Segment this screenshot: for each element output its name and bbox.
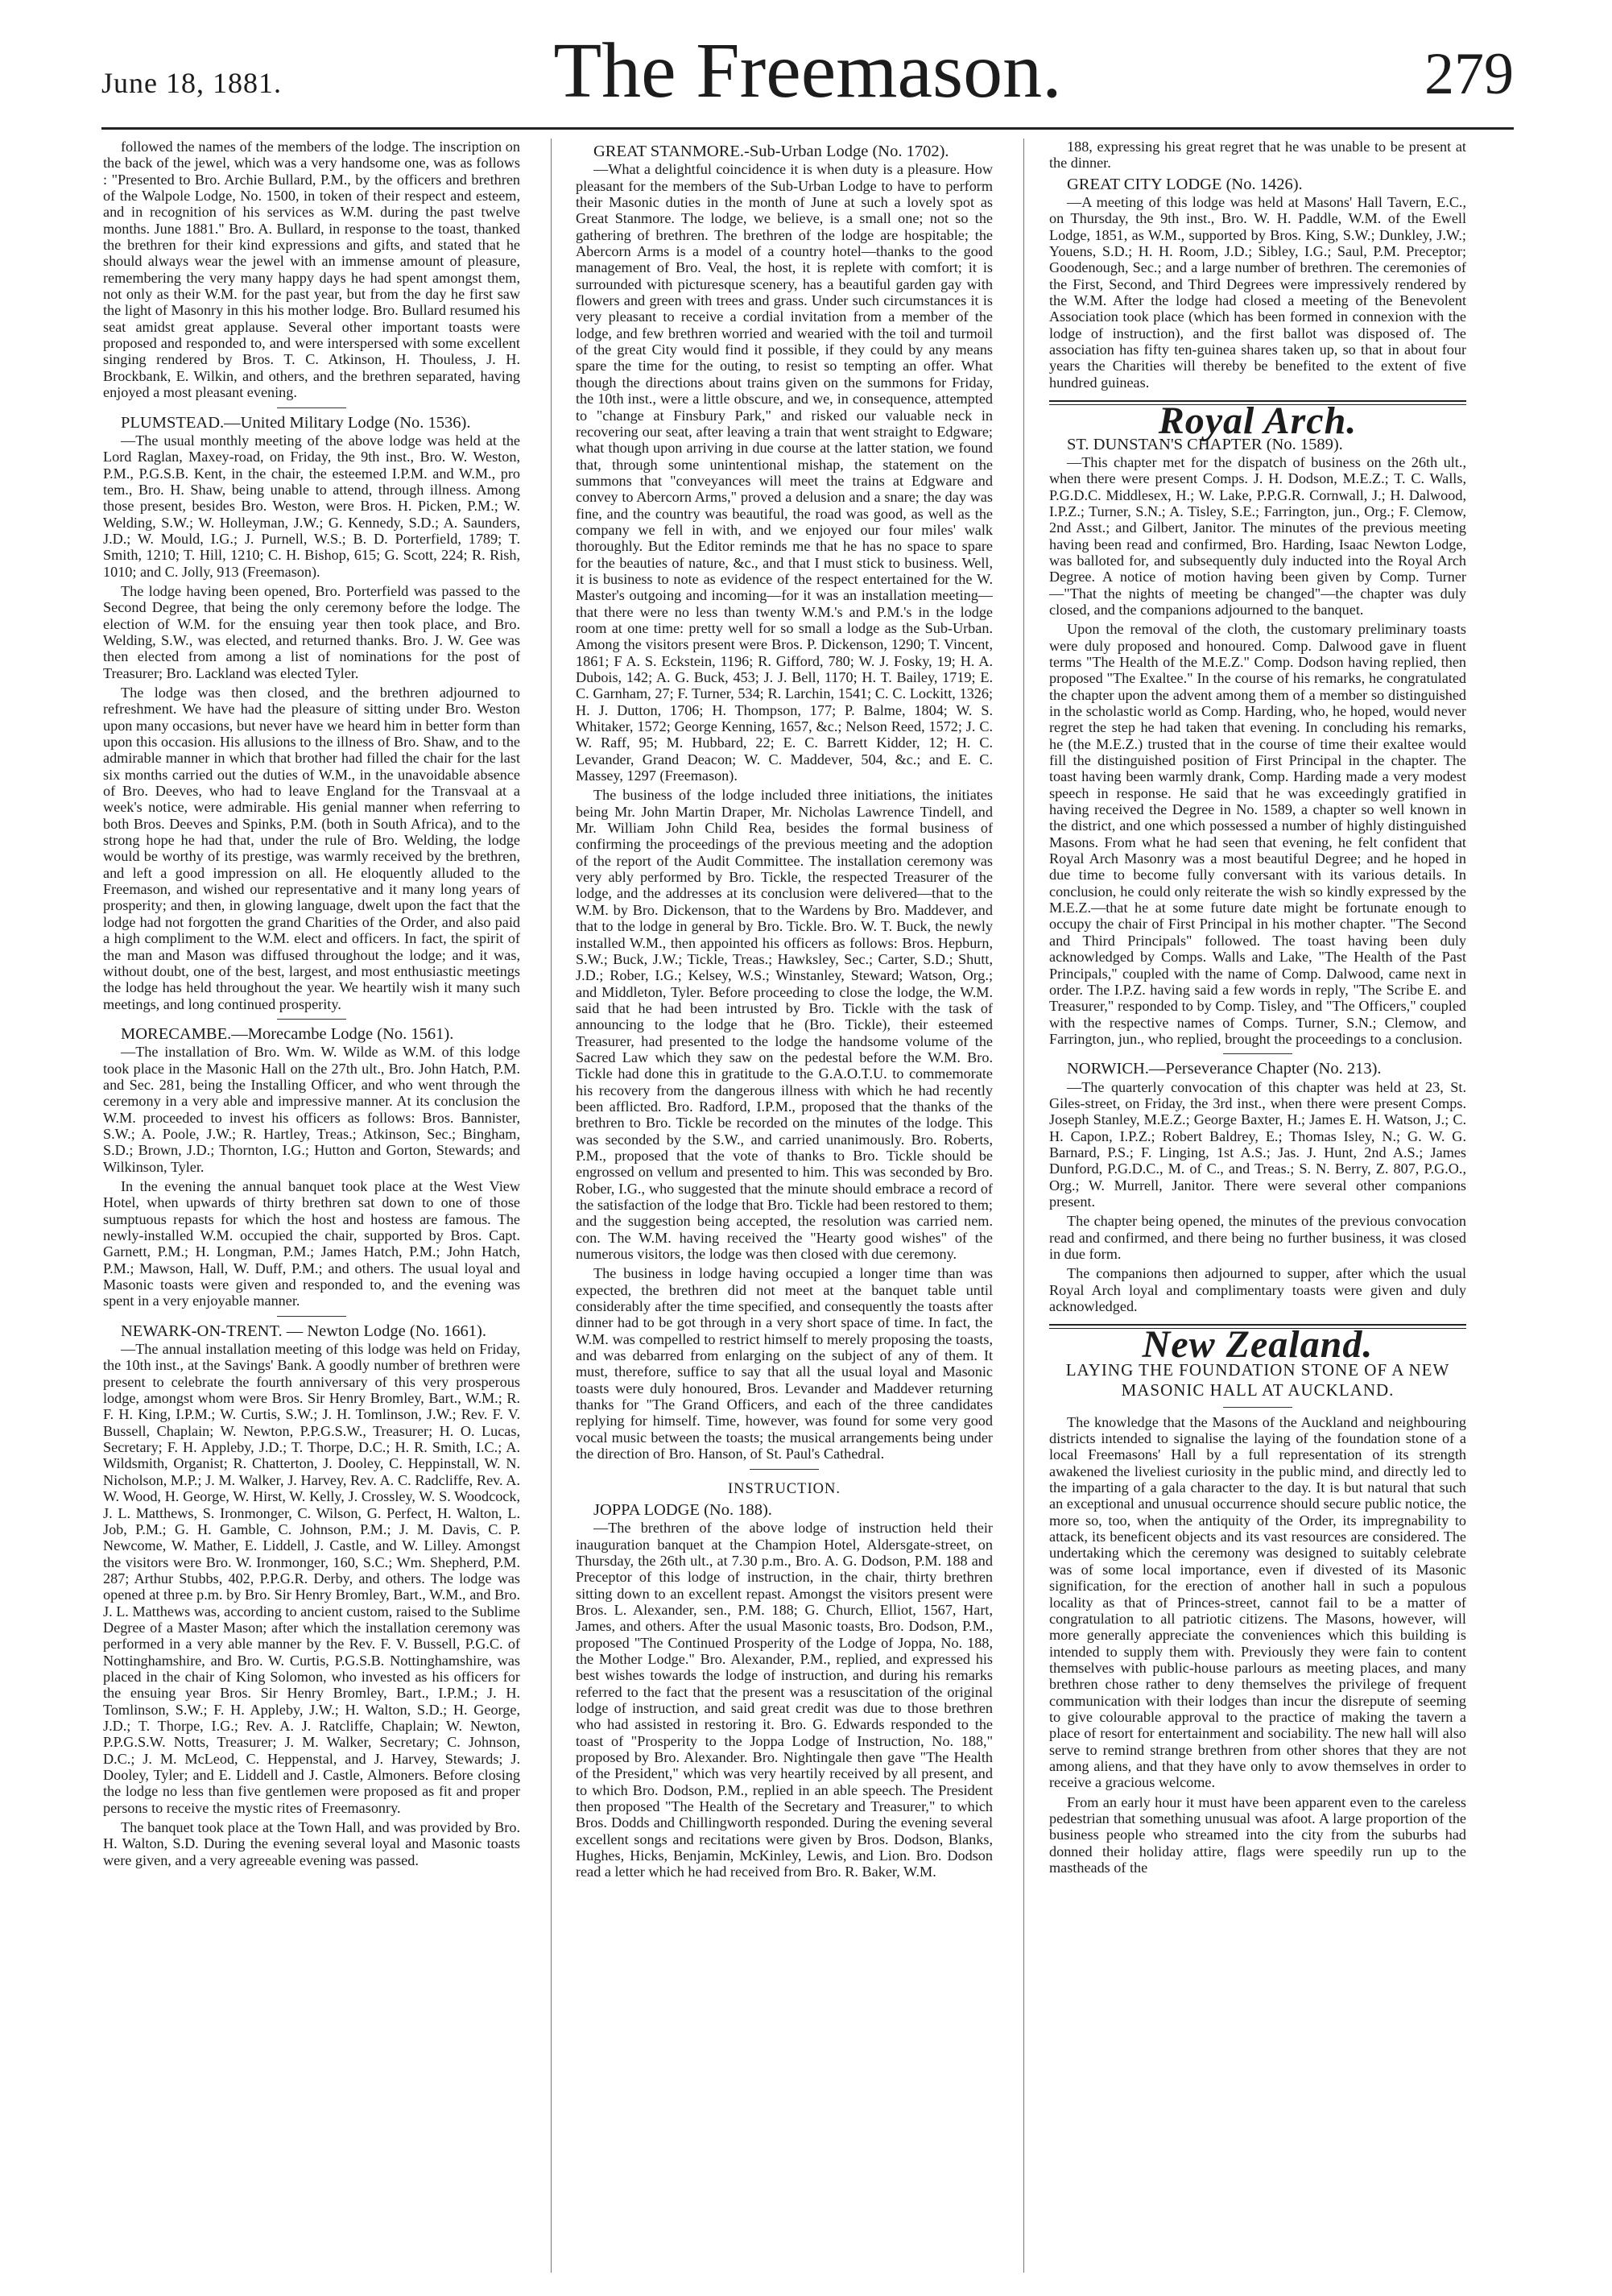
section-heading: NEWARK-ON-TRENT. — Newton Lodge (No. 1661).: [121, 1322, 486, 1340]
paragraph: The companions then adjourned to supper, after which the usual Royal Arch loyal and complimentary toasts were given and duly acknowledged.: [1049, 1265, 1466, 1315]
section-heading: GREAT CITY LODGE (No. 1426).: [1067, 175, 1303, 193]
column-1: [103, 139, 520, 2273]
paragraph: The lodge having been opened, Bro. Porterfield was passed to the Second Degree, that being the only ceremony before the lodge. The election of W.M. for the ensuing year then took place, and Bro. Welding, S.W., was elected, and returned thanks. Bro. J. W. Gee was then elected from among a list of nominations for the post of Treasurer; Bro. Lackland was elected Tyler.: [103, 582, 520, 681]
paragraph: The knowledge that the Masons of the Auckland and neighbouring districts intended to signalise the laying of the foundation stone of a local Freemasons' Hall by a full representation of its strength awakened the liveliest curiosity in the public mind, and directly led to the imparting of a gala character to the day. It is but natural that such an exceptional and unusual occurrence should secure public notice, the more so, too, when the antiquity of the Order, its impregnability to attack, its beneficent objects and its vast resources are considered. The undertaking which the ceremony was designed to suitably celebrate was of some local importance, even if divested of its Masonic signification, for the erection of another hall in such a populous locality as that of Princes-street, cannot fail to be a matter of congratulation to all patriotic citizens. The Masons, however, will more generally appreciate the conveniences which this building is intended to supply them with. Previously they were fain to content themselves with public-house parlours as meeting places, and many brethren chose rather to deny themselves the privilege of frequent communication with their lodges than incur the disrepute of seeming to give colourable approval to the practice of making the tavern a place of resort for entertainment and sociability. The new hall will also serve to remind strange brethren from other shores that they are not among aliens, and that they have only to avow themselves in order to receive a gracious welcome.: [1049, 1413, 1466, 1791]
article-title: LAYING THE FOUNDATION STONE OF A NEW MASONIC HALL AT AUCKLAND.: [1065, 1359, 1450, 1400]
paragraph: The lodge was then closed, and the brethren adjourned to refreshment. We have had the pleasure of sitting under Bro. Weston upon many occasions, but never have we heard him in better form than upon this occasion. His allusions to the illness of Bro. Shaw, and to the admirable manner in which that brother had filled the chair for the last six months carried out the duties of W.M., in the unavoidable absence of Bro. Deeves, who had to leave England for the Transvaal at a week's notice, were admirable. His genial manner when referring to both Bros. Deeves and Spinks, P.M. (both in South Africa), and to the strong hope he had that, under the rule of Bro. Welding, the lodge would be worthy of its prestige, was warmly received by the brethren, and left a good impression on all. He eloquently alluded to the Freemason, and wished our representative and it many long years of prosperity; and then, in glowing language, dwelt upon the fact that the lodge had not forgotten the grand Charities of the Order, and also paid a high compliment to the W.M. elect and officers. In fact, the spirit of the man and Mason was diffused throughout the lodge; and it was, without doubt, one of the best, largest, and most enthusiastic meetings the lodge has held throughout the year. We heartily wish it many such meetings, and long continued prosperity.: [103, 685, 520, 1012]
paragraph: The banquet took place at the Town Hall, and was provided by Bro. H. Walton, S.D. During the evening several loyal and Masonic toasts were given, and a very agreeable evening was passed.: [103, 1819, 520, 1868]
paragraph: The business in lodge having occupied a longer time than was expected, the brethren did not meet at the banquet table until considerably after the time specified, and consequently the toasts after dinner had to be got through in a very short space of time. In fact, the W.M. was compelled to restrict himself to merely proposing the toasts, and was debarred from enlarging on the subject of any of them. It must, therefore, suffice to say that all the usual loyal and Masonic toasts were duly honoured, Bros. Levander and Maddever returning thanks for "The Grand Officers, and each of the three candidates replying for himself. Time, however, was found for some very good vocal music between the toasts; the musical arrangements being under the direction of Bro. Hanson, of St. Paul's Cathedral.: [576, 1265, 993, 1462]
page-number: 279: [1424, 41, 1514, 107]
section-heading: ST. DUNSTAN'S CHAPTER (No. 1589).: [1067, 435, 1343, 453]
paragraph: —The installation of Bro. Wm. W. Wilde as W.M. of this lodge took place in the Masonic Hall on the 27th ult., Bro. John Hatch, P.M. and Sec. 281, being the Installing Officer, and who went through the ceremony in a very able and impressive manner. At its conclusion the W.M. proceeded to invest his officers as follows: Bros. Bannister, S.W.; A. Poole, J.W.; R. Hartley, Treas.; Atkinson, Sec.; Bingham, S.D.; Brown, J.D.; Thornton, I.G.; Hutton and Gorton, Stewards; and Wilkinson, Tyler.: [103, 1044, 520, 1175]
column-2: [576, 139, 993, 2273]
paragraph: —This chapter met for the dispatch of business on the 26th ult., when there were present Comps. J. H. Dodson, M.E.Z.; T. C. Walls, P.G.D.C. Middlesex, H.; W. Lake, P.P.G.R. Cornwall, J.; H. Dalwood, I.P.Z.; Turner, S.N.; A. Tisley, S.E.; Farrington, jun., Org.; F. Clemow, 2nd Asst.; and Gilbert, Janitor. The minutes of the previous meeting having been read and confirmed, Bro. Harding, Isaac Newton Lodge, was balloted for, and subsequently duly inducted into the Royal Arch Degree. A notice of motion having been given by Comp. Turner—"That the nights of meeting be changed"—the chapter was duly closed, and the companions adjourned to the banquet.: [1049, 453, 1466, 618]
section-rule: [277, 1019, 346, 1020]
paragraph: followed the names of the members of the lodge. The inscription on the back of the jewel, which was a very handsome one, was as follows : "Presented to Bro. Archie Bullard, P.M., by the officers and brethren of the Walpole Lodge, No. 1500, in token of their respect and esteem, and in recognition of his services as W.M. during the past twelve months. June 1881." Bro. A. Bullard, in response to the toast, thanked the brethren for their kind expressions and gifts, and stated that he should always wear the jewel with an immense amount of pleasure, remembering the very many happy days he had spent amongst them, not only as their W.M. for the past year, but from the day he first saw the light of Masonry in this his mother lodge. Bro. Bullard resumed his seat amidst great applause. Several other important toasts were proposed and responded to, and were interspersed with some excellent singing rendered by Bros. T. C. Atkinson, H. Thouless, J. H. Brockbank, E. Wilkin, and others, and the brethren separated, having enjoyed a most pleasant evening.: [103, 139, 520, 401]
section-heading: MORECAMBE.—Morecambe Lodge (No. 1561).: [121, 1024, 454, 1043]
paragraph: From an early hour it must have been apparent even to the careless pedestrian that something unusual was afoot. A large proportion of the business people who streamed into the city from the suburbs had donned their holiday attire, flags were speedily run up to the mastheads of the: [1049, 1793, 1466, 1876]
paragraph: —The brethren of the above lodge of instruction held their inauguration banquet at the Champion Hotel, Aldersgate-street, on Thursday, the 26th ult., at 7.30 p.m., Bro. A. G. Dodson, P.M. 188 and Preceptor of this lodge of instruction, in the chair, thirty brethren sitting down to an excellent repast. Amongst the visitors present were Bros. L. Alexander, sen., P.M. 188; G. Church, Elliot, 1567, Hart, James, and others. After the usual Masonic toasts, Bro. Dodson, P.M., proposed "The Continued Prosperity of the Lodge of Joppa, No. 188, the Mother Lodge." Bro. Alexander, P.M., replied, and expressed his best wishes towards the lodge of instruction, and during his remarks referred to the fact that the present was a resuscitation of the original lodge of instruction, and said great credit was due to those brethren who had assisted in restoring it. Bro. G. Edwards responded to the toast of "Prosperity to the Joppa Lodge of Instruction, No. 188," proposed by Bro. Alexander. Bro. Nightingale then gave "The Health of the President," which was very heartily received by all present, and to which Bro. Dodson, P.M., replied in an able speech. The President then proposed "The Health of the Secretary and Treasurer," to which Bros. Dodds and Chillingworth responded. During the evening several excellent songs and recitations were given by Bros. Dodson, Blanks, Hughes, Hicks, Benjamin, McKinley, Lewis, and Lion. Bro. Dodson read a letter which he had received from Bro. R. Baker, W.M.: [576, 1520, 993, 1880]
paragraph: —The quarterly convocation of this chapter was held at 23, St. Giles-street, on Friday, the 3rd inst., when there were present Comps. Joseph Stanley, M.E.Z.; George Baxter, H.; James E. H. Watson, J.; C. H. Capon, I.P.Z.; Robert Baldrey, E.; Thomas Isley, N.; G. W. G. Barnard, P.S.; F. Linging, 1st A.S.; Jas. J. Hunt, 2nd A.S.; James Dunford, P.G.D.C., M. of C., and Treas.; S. N. Berry, Z. 807, P.G.O., Org.; W. Murrell, Janitor. There were several other companions present.: [1049, 1078, 1466, 1210]
section-banner: Royal Arch.: [1158, 399, 1358, 443]
section-banner: New Zealand.: [1142, 1323, 1374, 1367]
section-rule: [277, 1316, 346, 1317]
section-rule: [1223, 1053, 1292, 1054]
paragraph: —What a delightful coincidence it is when duty is a pleasure. How pleasant for the members of the Sub-Urban Lodge to have to perform their Masonic duties in the month of June at such a lovely spot as Great Stanmore. The lodge, we believe, is a small one; not so the gathering of brethren. The brethren of the lodge are hospitable; the Abercorn Arms is a model of a country hotel—thanks to the good management of Bro. Veal, the host, it is replete with comfort; it is surrounded with picturesque scenery, has a beautiful garden gay with flowers and green with trees and grass. Under such circumstances it is very pleasant to receive a cordial invitation from a member of the lodge, and few brethren worried and wearied with the toil and turmoil of the great City would find it possible, if they could by any means spare the time for the outing, to resist so tempting an offer. What though the directions about trains given on the summons for Friday, the 10th inst., were a little obscure, and we, in consequence, attempted to "change at Finsbury Park," and risked our valuable neck in recovering our seat, after leaving a train that went straight to Edgware; what though upon arriving in due course at the latter station, we found that, through some unintentional mishap, the statement on the summons that "conveyances will meet the trains at Edgware and convey to Abercorn Arms," proved a delusion and a snare; the day was fine, and the country was beautiful, the road was good, as well as the company we fell in with, and we enjoyed our four miles' walk thoroughly. But the Editor reminds me that he has no space to spare for the beauties of nature, &c., and that I must stick to business. Well, it is business to note as evidence of the respect entertained for the W. Master's outgoing and incoming—for it was an installation meeting—that there were no less than twenty W.M.'s and P.M.'s in the lodge room at one time: pretty well for so small a lodge as the Sub-Urban. Among the visitors present were Bros. P. Dickenson, 1290; T. Vincent, 1861; F A. S. Eckstein, 1196; R. Gifford, 780; W. J. Fosky, 19; H. A. Dubois, 142; A. G. Buck, 453; J. J. Bell, 1170; H. T. Bailey, 1719; E. C. Garnham, 27; F. Turner, 534; R. Larchin, 1541; C. C. Lockitt, 1326; H. J. Dutton, 1706; H. Thompson, 177; P. Balme, 1804; W. S. Whitaker, 1572; George Kenning, 1657, &c.; Nelson Reed, 1572; J. C. W. Raff, 95; M. Hubbard, 22; E. C. Barrett Kidder, 12; H. C. Levander, Grand Deacon; W. C. Maddever, 504, &c.; and E. C. Massey, 1297 (Freemason).: [576, 161, 993, 784]
section-label: INSTRUCTION.: [728, 1480, 841, 1497]
section-heading: NORWICH.—Perseverance Chapter (No. 213).: [1067, 1060, 1382, 1078]
section-heading: PLUMSTEAD.—United Military Lodge (No. 1536).: [121, 413, 471, 432]
column-divider: [551, 139, 552, 2273]
newspaper-title: The Freemason.: [553, 27, 1062, 114]
section-heading: GREAT STANMORE.-Sub-Urban Lodge (No. 1702).: [593, 143, 949, 160]
section-heading: JOPPA LODGE (No. 188).: [593, 1500, 772, 1519]
masthead: [101, 19, 1514, 124]
paragraph: The chapter being opened, the minutes of the previous convocation read and confirmed, and there being no further business, it was closed in due form.: [1049, 1213, 1466, 1262]
header-rule: [101, 127, 1514, 130]
column-divider: [1023, 139, 1024, 2273]
paragraph: In the evening the annual banquet took place at the West View Hotel, when upwards of thirty brethren sat down to one of those sumptuous repasts for which the host and hostess are famous. The newly-installed W.M. occupied the chair, supported by Bros. Capt. Garnett, P.M.; H. Longman, P.M.; James Hatch, P.M.; John Hatch, P.M.; Mawson, Hall, W. Duff, P.M.; and others. The usual loyal and Masonic toasts were given and responded to, and the evening was spent in a very enjoyable manner.: [103, 1177, 520, 1309]
section-rule: [277, 407, 346, 408]
paragraph: The business of the lodge included three initiations, the initiates being Mr. John Martin Draper, Mr. Nicholas Lawrence Tindell, and Mr. William John Child Rea, besides the formal business of confirming the proceedings of the previous meeting and the adoption of the report of the Audit Committee. The installation ceremony was very ably performed by Bro. Tickle, the respected Treasurer of the lodge, and the addresses at its conclusion were delivered—that to the W.M. by Bro. Dickenson, that to the Wardens by Bro. Maddever, and that to the lodge in general by Bro. Tickle. Bro. W. T. Buck, the newly installed W.M., then appointed his officers as follows: Bros. Hepburn, S.W.; Buck, J.W.; Tickle, Treas.; Hawksley, Sec.; Carter, S.D.; Shutt, J.D.; Rober, I.G.; Kelsey, W.S.; Winstanley, Steward; Watson, Org.; and Middleton, Tyler. Before proceeding to close the lodge, the W.M. said that he had been intrusted by Bro. Tickle with the task of announcing to the lodge that he (Bro. Tickle), their esteemed Treasurer, had presented to the lodge the handsome volume of the Sacred Law which they saw on the pedestal before the W.M. Bro. Tickle had done this in gratitude to the G.A.O.T.U. to commemorate his recovery from the dangerous illness with which he had recently been afflicted. Bro. Radford, I.P.M., proposed that the thanks of the brethren to Bro. Tickle be recorded on the minutes of the lodge. This was seconded by the S.W., and carried unanimously. Bro. Roberts, P.M., proposed that the vote of thanks to Bro. Tickle should be engrossed on vellum and presented to him. This was seconded by Bro. Rober, I.G., who suggested that the minute should embrace a record of the satisfaction of the lodge that Bro. Tickle had been restored to them; and the suggestion being accepted, the resolution was carried nem. con. The W.M. having received the "Hearty good wishes" of the numerous visitors, the lodge was then closed with due ceremony.: [576, 787, 993, 1263]
section-rule: [1223, 1407, 1292, 1408]
paragraph: Upon the removal of the cloth, the customary preliminary toasts were duly proposed and honoured. Comp. Dalwood gave in fluent terms "The Health of the M.E.Z." Comp. Dodson having replied, then proposed "The Exaltee." In the course of his remarks, he congratulated the chapter upon the advent among them of a member so distinguished in the scholastic world as Comp. Harding, who, he hoped, would never regret the step he had taken that evening. In concluding his remarks, he (the M.E.Z.) trusted that in the course of time their exaltee would fill the distinguished position of First Principal in the chapter. The toast having been warmly drank, Comp. Harding made a very modest speech in response. He said that he was exceedingly gratified in having received the Degree in No. 1589, a chapter so well known in the district, and one which possessed a number of highly distinguished Masons. From what he had seen that evening, he felt confident that Royal Arch Masonry was a most beautiful Degree; and he hoped in due time to become fully conversant with its various details. In conclusion, he could only reiterate the wish so kindly expressed by the M.E.Z.—that he at some future date might be fortunate enough to occupy the chair of First Principal in his mother chapter. "The Second and Third Principals" followed. The toast having been duly acknowledged by Comps. Walls and Lake, "The Health of the Past Principals," coupled with the name of Comp. Dalwood, came next in order. The I.P.Z. having said a few words in reply, "The Scribe E. and Treasurer," responded to by Comp. Tisley, and "The Officers," coupled with the respective names of Comps. Turner, S.N.; Clemow, and Farrington, jun., who replied, brought the proceedings to a conclusion.: [1049, 621, 1466, 1047]
paragraph: —The annual installation meeting of this lodge was held on Friday, the 10th inst., at the Savings' Bank. A goodly number of brethren were present to celebrate the fourth anniversary of this very prosperous lodge, amongst whom were Bros. Sir Henry Bromley, Bart., W.M.; R. F. H. King, I.P.M.; W. Curtis, S.W.; J. H. Tomlinson, J.W.; Rev. F. V. Bussell, Chaplain; W. Newton, P.P.G.S.W., Treasurer; H. O. Lucas, Secretary; F. H. Appleby, J.D.; T. Thorpe, D.C.; H. R. Smith, I.C.; A. Wildsmith, Organist; R. Chatterton, J. Dooley, C. Heppinstall, W. N. Nicholson, M.P.; J. M. Walker, J. Harvey, Rev. A. C. Radcliffe, Rev. A. W. Wood, H. George, W. Hirst, W. Kelly, J. Crossley, W. S. Woodcock, J. L. Matthews, S. Ironmonger, C. Wilson, G. Perfect, H. Walton, L. Job, P.M.; G. H. Gamble, C. Johnson, P.M.; J. M. Davis, C. P. Newcome, W. Mather, E. Liddell, J. Castle, and W. Lilley. Amongst the visitors were Bro. W. Ironmonger, 160, S.C.; Wm. Shepherd, P.M. 287; Arthur Stubbs, 402, P.P.G.R. Derby, and others. The lodge was opened at three p.m. by Bro. Sir Henry Bromley, Bart., W.M., and Bro. J. L. Matthews was, according to ancient custom, raised to the Sublime Degree of a Master Mason; after which the installation ceremony was performed in a very able manner by the Rev. F. V. Bussell, P.G.C. of Nottinghamshire, and Bro. W. Curtis, P.G.S.B. Nottinghamshire, was placed in the chair of King Solomon, who invested as his officers for the ensuing year Bros. Sir Henry Bromley, Bart., I.P.M.; J. H. Tomlinson, S.W.; F. H. Appleby, J.W.; H. Walton, S.D.; H. George, J.D.; T. Thorpe, I.G.; Rev. A. J. Ratcliffe, Chaplain; W. Newton, P.P.G.S.W. Notts, Treasurer; J. M. Walker, Secretary; C. Johnson, D.C.; J. M. McLeod, C. Heppenstal, and J. Harvey, Stewards; J. Dooley, Tyler; and E. Liddell and J. Castle, Almoners. Before closing the lodge no less than five gentlemen were proposed as fit and proper persons to receive the mystic rites of Freemasonry.: [103, 1341, 520, 1816]
column-3: [1049, 139, 1466, 2273]
paragraph: —A meeting of this lodge was held at Masons' Hall Tavern, E.C., on Thursday, the 9th inst., Bro. W. H. Paddle, W.M. of the Ewell Lodge, 1851, as W.M., supported by Bros. King, S.W.; Dunkley, J.W.; Youens, S.D.; H. H. Room, J.D.; Sibley, I.G.; Saul, P.M. Preceptor; Goodenough, Sec.; and a large number of brethren. The ceremonies of the First, Second, and Third Degrees were impressively rendered by the W.M. After the lodge had closed a meeting of the Benevolent Association took place (which has been formed in connexion with the lodge of instruction), and the first ballot was disposed of. The association has fifty ten-guinea shares taken up, so that in about four years the Charities will thereby be benefited to the extent of five hundred guineas.: [1049, 194, 1466, 391]
paragraph: 188, expressing his great regret that he was unable to be present at the dinner.: [1049, 139, 1466, 172]
issue-date: June 18, 1881.: [101, 67, 282, 99]
paragraph: —The usual monthly meeting of the above lodge was held at the Lord Raglan, Maxey-road, on Friday, the 9th inst., Bro. W. Weston, P.M., P.G.S.B. Kent, in the chair, the esteemed I.P.M. and W.M., pro tem., Bro. H. Shaw, being unable to attend, through illness. Among those present, besides Bro. Weston, were Bros. H. Picken, P.M.; W. Welding, S.W.; W. Holleyman, J.W.; G. Kennedy, S.D.; A. Saunders, J.D.; W. Mould, I.G.; J. Purnell, W.S.; B. D. Porterfield, 1789; T. Smith, 1210; T. Hill, 1210; C. H. Bishop, 615; G. Scott, 224; R. Rish, 1010; and C. Jolly, 913 (Freemason).: [103, 432, 520, 580]
section-rule: [750, 1469, 819, 1470]
